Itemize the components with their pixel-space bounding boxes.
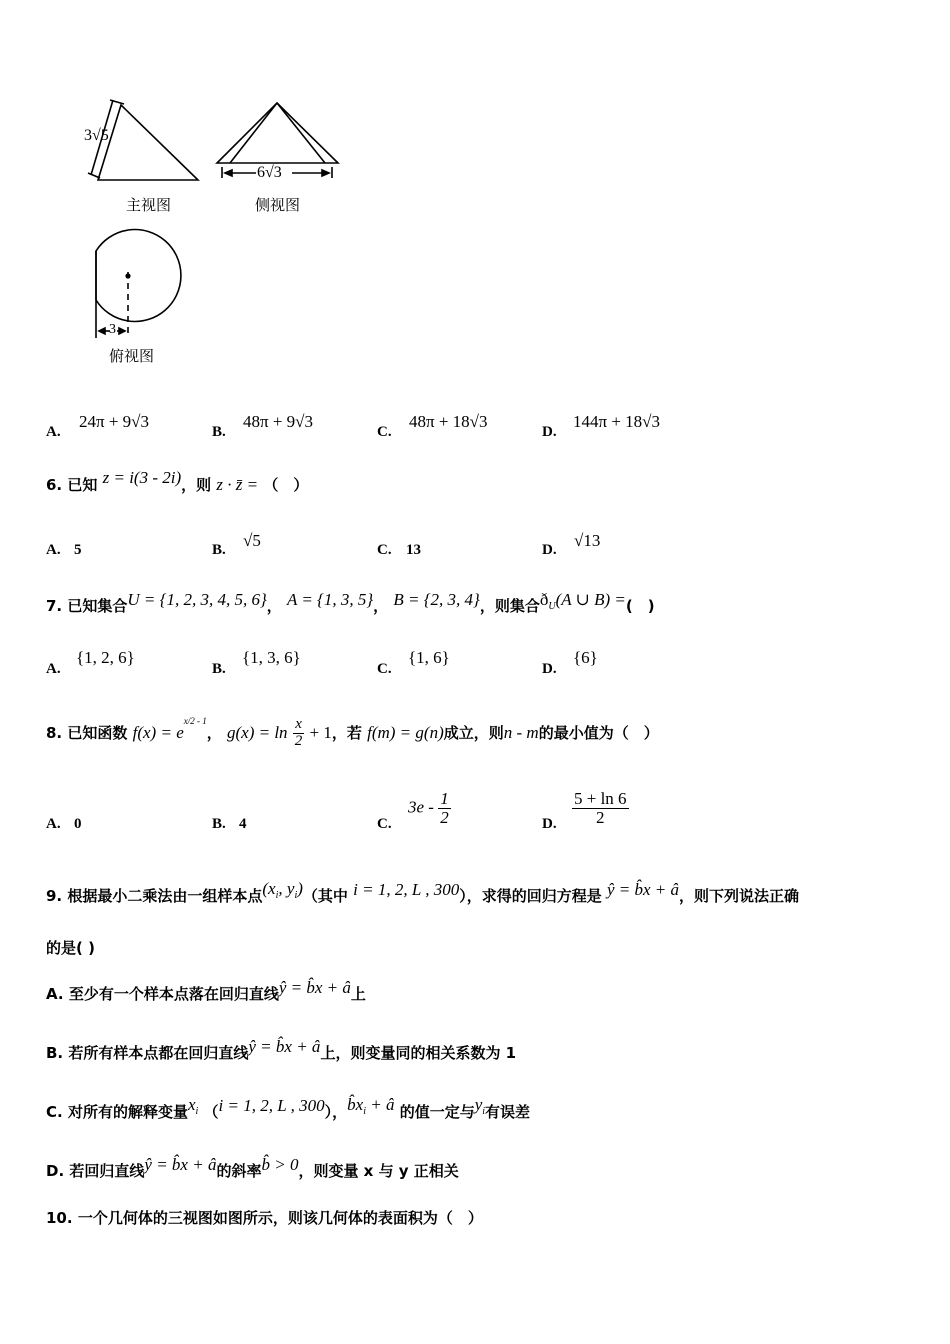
q8-g-def: g(x) = ln bbox=[226, 723, 288, 742]
q7-option-a-letter: A. bbox=[46, 661, 61, 677]
q8-g-den: 2 bbox=[294, 733, 303, 749]
q9-point-y: , y bbox=[278, 879, 295, 898]
question-7 bbox=[46, 590, 655, 618]
q8-target: n - m bbox=[503, 723, 539, 742]
top-view-circle bbox=[96, 230, 181, 322]
q5-option-c-value[interactable]: 48π + 18√3 bbox=[409, 412, 488, 431]
question-8 bbox=[46, 716, 659, 750]
q7-option-a-value[interactable]: {1, 2, 6} bbox=[76, 648, 135, 667]
q7-set-b: B = {2, 3, 4} bbox=[393, 590, 480, 609]
q7-option-c-letter: C. bbox=[377, 661, 392, 677]
q8-cond: f(m) = g(n) bbox=[367, 723, 444, 742]
q7-complement-sub: U bbox=[548, 601, 556, 612]
q9-option-c-eq2-tail: + â bbox=[365, 1095, 395, 1114]
q9-eq: ŷ = b̂x + â bbox=[606, 880, 680, 899]
q8-option-c-frac bbox=[438, 790, 451, 827]
q6-option-d-letter: D. bbox=[542, 542, 557, 558]
q9-option-c-mid2: ）， bbox=[324, 1103, 348, 1121]
question-10 bbox=[46, 1207, 483, 1228]
q7-prefix: 已知集合 bbox=[67, 597, 128, 615]
q5-option-a-value[interactable]: 24π + 9√3 bbox=[79, 412, 150, 431]
q5-option-b-value[interactable]: 48π + 9√3 bbox=[243, 412, 314, 431]
q6-prefix: 已知 bbox=[67, 476, 98, 494]
q9-option-d-mid: 的斜率 bbox=[216, 1162, 262, 1180]
q6-option-b-value[interactable]: √5 bbox=[243, 531, 261, 550]
q9-point-x: (x bbox=[262, 879, 276, 898]
q9-option-c-post1: 的值一定与 bbox=[399, 1103, 475, 1121]
q9-option-c-eq2-bx: b̂x bbox=[347, 1095, 364, 1114]
front-view-dimension: 3√5 bbox=[84, 127, 109, 144]
q7-complement: ð bbox=[539, 590, 549, 609]
q6-option-c-value[interactable]: 13 bbox=[406, 542, 421, 558]
q8-f-exp: x/2 - 1 bbox=[183, 716, 207, 726]
q9-option-b-post: 上，则变量同的相关系数为 1 bbox=[320, 1044, 517, 1062]
q8-option-c-lead: 3e - bbox=[408, 797, 434, 817]
q9-option-a[interactable] bbox=[46, 978, 366, 1004]
q9-point bbox=[262, 879, 303, 901]
q9-line2: 的是( ) bbox=[46, 939, 95, 957]
q5-option-a-letter: A. bbox=[46, 424, 61, 440]
q8-option-a-value[interactable]: 0 bbox=[74, 816, 82, 832]
q8-option-c-value[interactable] bbox=[408, 790, 451, 827]
q9-point-end: ) bbox=[297, 879, 303, 898]
q8-sep: ， bbox=[206, 724, 222, 742]
q9-option-c-eq2-sub: i bbox=[363, 1106, 366, 1117]
q9-range: i = 1, 2, L , 300 bbox=[353, 880, 460, 899]
q8-option-c-letter: C. bbox=[377, 816, 392, 832]
q9-text3: ，则下列说法正确 bbox=[679, 887, 800, 905]
q7-option-d-value[interactable]: {6} bbox=[573, 648, 598, 667]
q7-set-u: U = {1, 2, 3, 4, 5, 6} bbox=[127, 590, 267, 609]
q9-option-c-pre: 对所有的解释变量 bbox=[67, 1103, 188, 1121]
q8-option-d-den: 2 bbox=[596, 807, 605, 827]
q9-text1: 根据最小二乘法由一组样本点 bbox=[67, 887, 263, 905]
front-view-label: 主视图 bbox=[126, 196, 172, 214]
q8-g-tail: + 1 bbox=[309, 723, 332, 742]
front-view-triangle bbox=[98, 105, 198, 180]
q8-option-b-letter: B. bbox=[212, 816, 226, 832]
side-view-label: 侧视图 bbox=[255, 196, 301, 214]
q10-text: 一个几何体的三视图如图所示，则该几何体的表面积为（ ） bbox=[77, 1209, 483, 1227]
side-view-dimension: 6√3 bbox=[257, 164, 282, 181]
q9-point-x-sub: i bbox=[275, 890, 279, 901]
q9-option-c-var2-sub: i bbox=[482, 1106, 486, 1117]
q6-expr2: z · z̄ = bbox=[216, 475, 259, 494]
q9-option-a-post: 上 bbox=[350, 985, 366, 1003]
q8-option-d-num: 5 + ln 6 bbox=[574, 789, 627, 808]
q9-point-y-sub: i bbox=[294, 890, 298, 901]
q7-sep-2: ， bbox=[373, 597, 389, 615]
q9-option-b[interactable] bbox=[46, 1037, 517, 1063]
q7-number: 7. bbox=[46, 597, 63, 615]
q9-option-c-var-sub: i bbox=[195, 1106, 199, 1117]
q9-option-c-post2: 有误差 bbox=[485, 1103, 531, 1121]
q9-option-d-letter: D. bbox=[46, 1162, 65, 1180]
q7-complement-expr: (A ∪ B) = bbox=[555, 590, 626, 609]
q7-complement-symbol bbox=[539, 590, 556, 612]
q6-middle: ，则 bbox=[181, 476, 212, 494]
q9-option-a-eq: ŷ = b̂x + â bbox=[278, 978, 351, 997]
q9-option-d[interactable] bbox=[46, 1155, 459, 1181]
q9-option-c-var bbox=[187, 1095, 199, 1117]
q8-cond-post: 成立，则 bbox=[443, 724, 504, 742]
side-view-outer bbox=[217, 103, 338, 163]
three-view-drawing bbox=[0, 0, 400, 380]
q9-option-b-eq: ŷ = b̂x + â bbox=[248, 1037, 321, 1056]
q9-option-c-var2 bbox=[474, 1095, 486, 1117]
q10-number: 10. bbox=[46, 1209, 73, 1227]
q9-option-c[interactable] bbox=[46, 1095, 531, 1124]
q9-number: 9. bbox=[46, 887, 63, 905]
q9-option-c-range: i = 1, 2, L , 300 bbox=[218, 1096, 325, 1115]
q5-option-c-letter: C. bbox=[377, 424, 392, 440]
top-view-label: 俯视图 bbox=[109, 347, 155, 365]
q7-set-a: A = {1, 3, 5} bbox=[287, 590, 374, 609]
q9-option-b-letter: B. bbox=[46, 1044, 64, 1062]
q9-option-b-pre: 若所有样本点都在回归直线 bbox=[68, 1044, 249, 1062]
q6-number: 6. bbox=[46, 476, 63, 494]
q9-option-c-mid: （ bbox=[203, 1103, 219, 1121]
q6-option-c-letter: C. bbox=[377, 542, 392, 558]
q9-option-d-post: ，则变量 x 与 y 正相关 bbox=[298, 1162, 459, 1180]
q7-sep-1: ， bbox=[266, 597, 282, 615]
q8-option-a-letter: A. bbox=[46, 816, 61, 832]
q8-g-num: x bbox=[293, 717, 305, 734]
q8-prefix: 已知函数 bbox=[67, 724, 128, 742]
q6-option-d-value[interactable]: √13 bbox=[574, 531, 601, 550]
q6-option-a-value[interactable]: 5 bbox=[74, 542, 82, 558]
q7-option-c-value[interactable]: {1, 6} bbox=[408, 648, 450, 667]
q9-option-d-pre: 若回归直线 bbox=[69, 1162, 145, 1180]
q8-option-d-letter: D. bbox=[542, 816, 557, 832]
q5-option-d-value[interactable]: 144π + 18√3 bbox=[573, 412, 661, 431]
q9-option-d-slope: b̂ > 0 bbox=[261, 1155, 299, 1174]
q8-option-d-value[interactable] bbox=[572, 790, 629, 827]
question-9 bbox=[46, 879, 800, 908]
q5-option-b-letter: B. bbox=[212, 424, 226, 440]
q6-suffix: （ ） bbox=[263, 476, 309, 494]
q7-mid: ，则集合 bbox=[479, 597, 540, 615]
q9-option-c-eq2 bbox=[347, 1095, 395, 1117]
q9-paren-open: （其中 bbox=[302, 887, 348, 905]
q5-option-d-letter: D. bbox=[542, 424, 557, 440]
q9-option-c-letter: C. bbox=[46, 1103, 63, 1121]
q8-cond-pre: ，若 bbox=[331, 724, 362, 742]
q8-f-def: f(x) = e bbox=[132, 723, 184, 742]
q6-expr: z = i(3 - 2i) bbox=[102, 468, 182, 487]
question-6 bbox=[46, 468, 309, 495]
q8-option-c-num: 1 bbox=[440, 789, 449, 808]
q7-option-b-value[interactable]: {1, 3, 6} bbox=[242, 648, 301, 667]
q9-option-c-var-x: x bbox=[187, 1095, 196, 1114]
top-view-dimension: 3 bbox=[109, 322, 116, 337]
q9-option-c-var2-y: y bbox=[474, 1095, 483, 1114]
q7-option-d-letter: D. bbox=[542, 661, 557, 677]
q8-suffix: 的最小值为（ ） bbox=[538, 724, 659, 742]
q8-option-b-value[interactable]: 4 bbox=[239, 816, 247, 832]
q6-option-b-letter: B. bbox=[212, 542, 226, 558]
q8-number: 8. bbox=[46, 724, 63, 742]
q8-option-c-den: 2 bbox=[440, 807, 449, 827]
q6-option-a-letter: A. bbox=[46, 542, 61, 558]
q9-text2: ），求得的回归方程是 bbox=[459, 887, 602, 905]
q9-option-a-letter: A. bbox=[46, 985, 64, 1003]
q7-option-b-letter: B. bbox=[212, 661, 226, 677]
q9-option-d-eq: ŷ = b̂x + â bbox=[144, 1155, 217, 1174]
q7-suffix: ( ) bbox=[625, 597, 655, 615]
q8-option-d-frac bbox=[572, 790, 629, 827]
q9-option-a-pre: 至少有一个样本点落在回归直线 bbox=[68, 985, 279, 1003]
q8-g-frac bbox=[293, 717, 305, 750]
